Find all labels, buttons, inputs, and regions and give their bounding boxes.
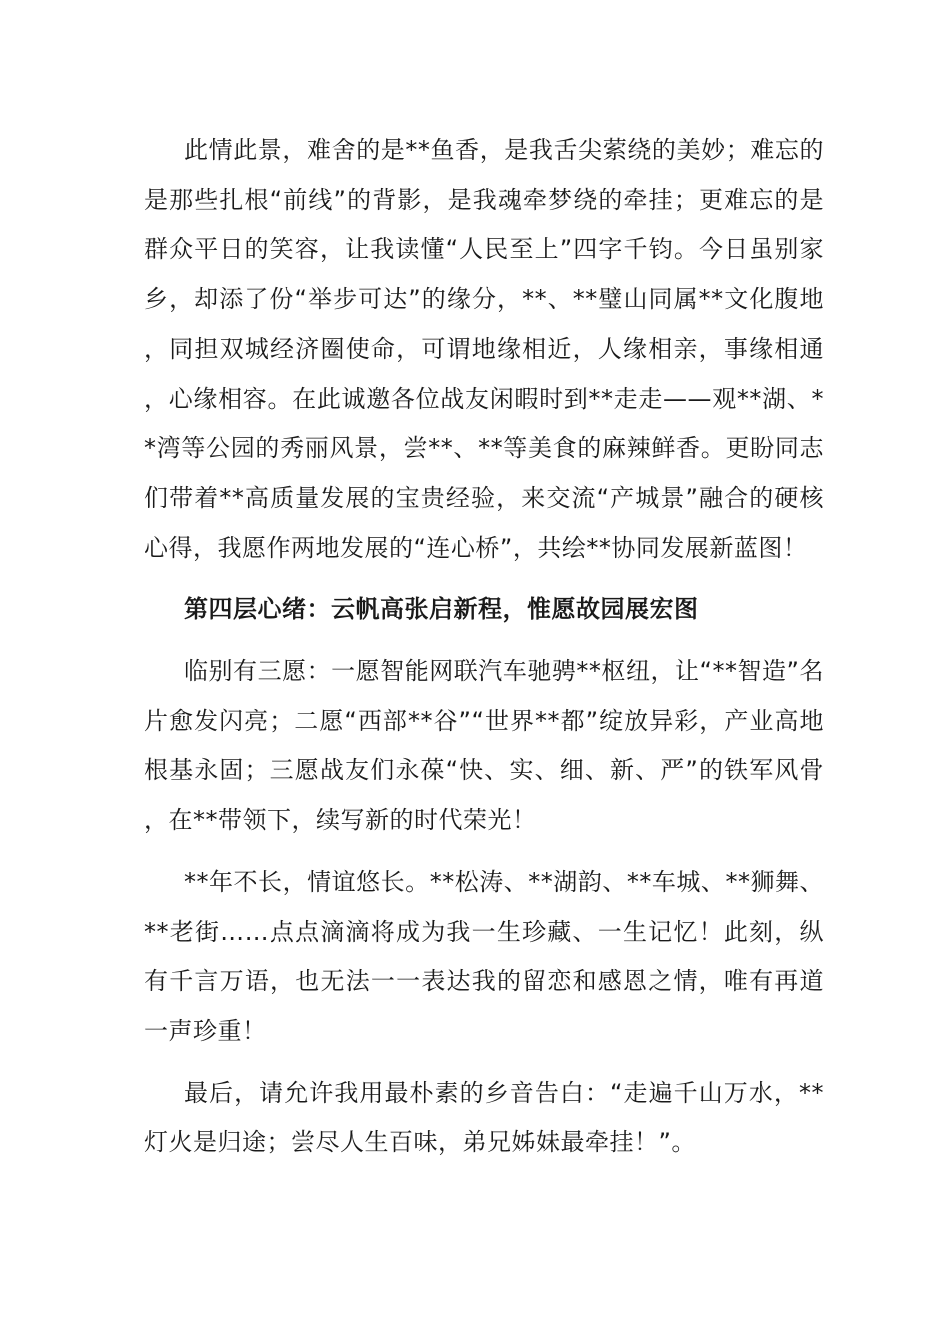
document-body bbox=[144, 126, 824, 1180]
paragraph-friendship: **年不长，情谊悠长。**松涛、**湖韵、**车城、**狮舞、**老街……点点滴滴将成为我一生珍藏、一生记忆！此刻，纵有千言万语，也无法一一表达我的留恋和感恩之情，唯有再道一声珍重！ bbox=[144, 867, 824, 1045]
section-heading-fourth: 第四层心绪：云帆高张启新程，惟愿故园展宏图 bbox=[184, 595, 699, 624]
paragraph-three-wishes: 临别有三愿：一愿智能网联汽车驰骋**枢纽，让“**智造”名片愈发闪亮；二愿“西部**谷”“世界**都”绽放异彩，产业高地根基永固；三愿战友们永葆“快、实、细、新、严”的铁军风骨，在**带领下，续写新的时代荣光！ bbox=[144, 657, 824, 835]
paragraph-farewell-invitation: 此情此景，难舍的是**鱼香，是我舌尖萦绕的美妙；难忘的是那些扎根“前线”的背影，是我魂牵梦绕的牵挂；更难忘的是群众平日的笑容，让我读懂“人民至上”四字千钧。今日虽别家乡，却添了份“举步可达”的缘分，**、**璧山同属**文化腹地，同担双城经济圈使命，可谓地缘相近，人缘相亲，事缘相通，心缘相容。在此诚邀各位战友闲暇时到**走走——观**湖、**湾等公园的秀丽风景，尝**、**等美食的麻辣鲜香。更盼同志们带着**高质量发展的宝贵经验，来交流“产城景”融合的硬核心得，我愿作两地发展的“连心桥”，共绘**协同发展新蓝图！ bbox=[144, 136, 824, 562]
paragraph-closing: 最后，请允许我用最朴素的乡音告白：“走遍千山万水，**灯火是归途；尝尽人生百味，弟兄姊妹最牵挂！”。 bbox=[144, 1078, 824, 1157]
